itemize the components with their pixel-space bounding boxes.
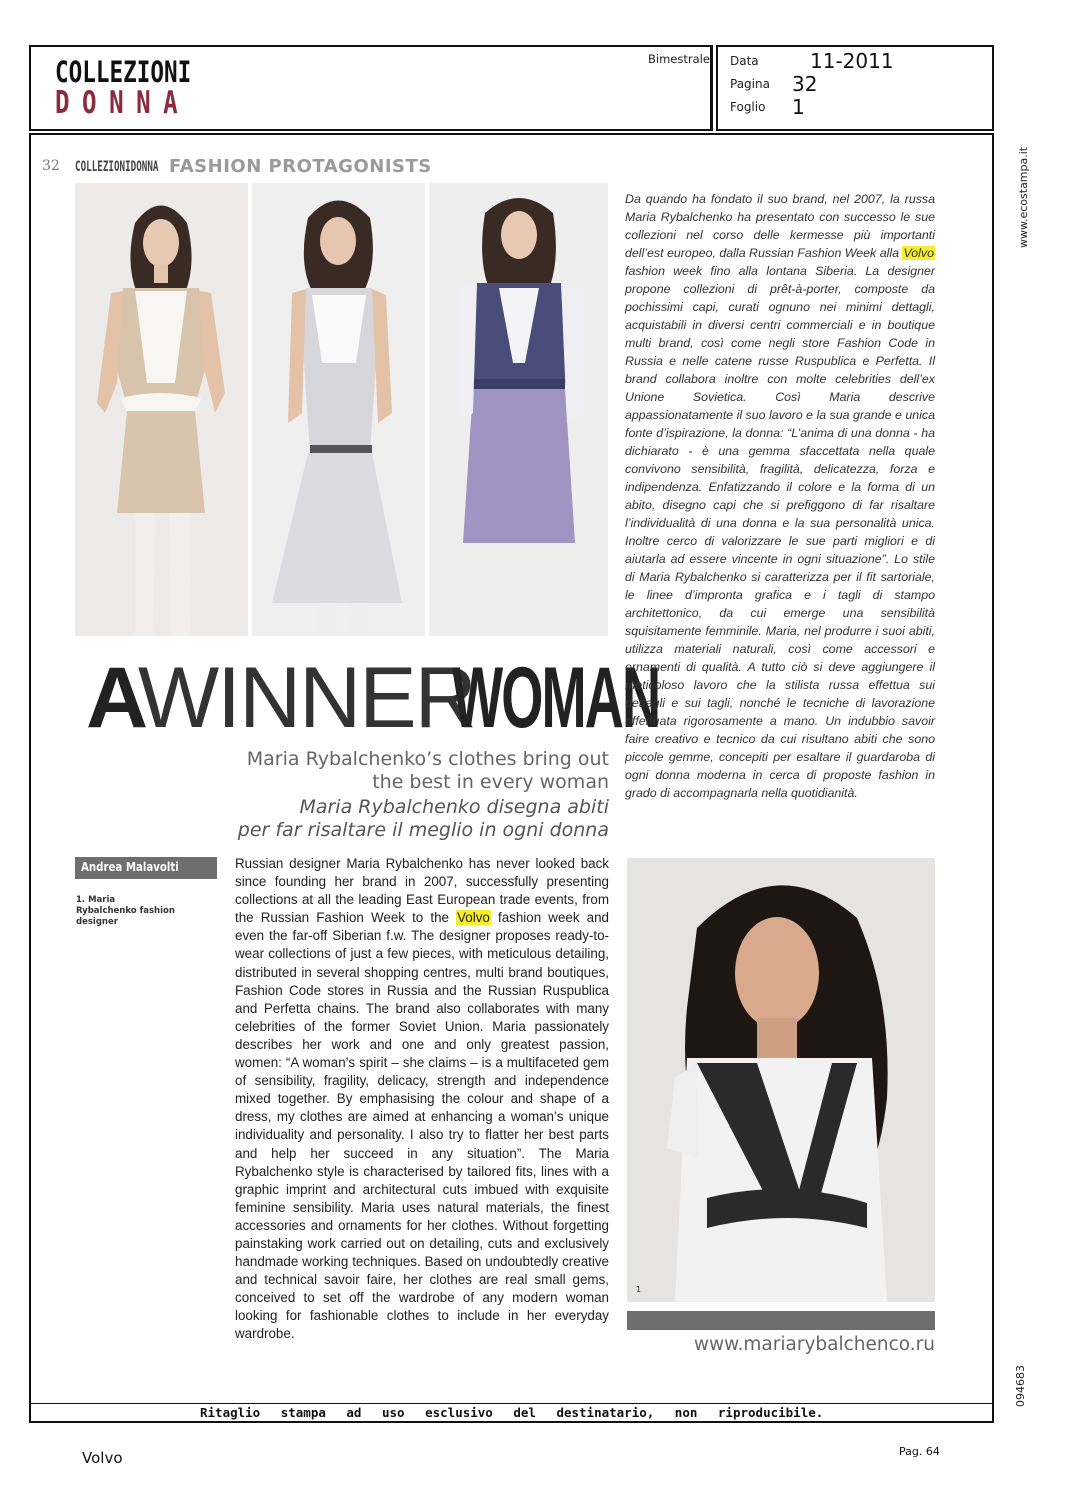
archive-code: 094683 (1014, 1365, 1027, 1407)
pagina-label: Pagina (730, 77, 770, 91)
client-name: Volvo (82, 1449, 123, 1467)
english-text-part2: fashion week and even the far-off Siberian f.w. The designer proposes ready-to-wear collections of just a few pieces, with meticulous detailing, distributed in several shopping centres, multi brand boutiques, Fashion Code stores in Russia and the Russian Ruspublica and Perfetta chains. The brand also collaborates with many celebrities of the former Soviet Union. Maria passionately describes her work and one and only greatest passion, women: “A woman’s spirit – she claims – is a multifaceted gem of sensibility, fragility, delicacy, strength and independence mixed together. By emphasising the colour and shape of a dress, my clothes are aimed at enhancing a woman’s unique individuality and personality. I also try to flatter her best parts and help her succeed in any situation”. The Maria Rybalchenko style is characterised by tailored fits, lines with a graphic imprint and architectural cuts imbued with exquisite feminine sensibility. Maria uses natural materials, the finest accessories and ornaments for her clothes. Without forgetting painstaking work carried out on detailing, cuts and exclusively handmade working techniques. Based on undoubtedly creative and technical savoir faire, her clothes are real small gems, conceived to set off the wardrobe of any modern woman looking for fashionable clothes to include in her everyday wardrobe. (235, 910, 609, 1342)
designer-website[interactable]: www.mariarybalchenco.ru (693, 1334, 935, 1355)
frequency-label: Bimestrale (648, 52, 710, 66)
report-page-number: Pag. 64 (899, 1445, 940, 1458)
italian-highlight-volvo: Volvo (903, 246, 934, 260)
magazine-logo-top: COLLEZIONI (55, 55, 192, 89)
ecostampa-website: www.ecostampa.it (1017, 146, 1030, 248)
italian-text-part1: Da quando ha fondato il suo brand, nel 2007, la russa Maria Rybalchenko ha presentato con successo le sue collezioni nel corso delle kermesse più importanti dell’est europeo, dalla Russian Fashion Week alla (625, 192, 935, 260)
photo-number: 1 (636, 1285, 642, 1294)
magazine-logo-bottom: DONNA (55, 85, 191, 121)
subtitle-en-line1: Maria Rybalchenko’s clothes bring out (246, 748, 609, 770)
data-label: Data (730, 54, 759, 68)
english-article-text (235, 855, 609, 1344)
designer-portrait-photo (627, 858, 935, 1302)
author-name: Andrea Malavolti (81, 860, 179, 874)
headline-a: A (86, 650, 149, 746)
foglio-label: Foglio (730, 100, 766, 114)
data-value: 11-2011 (810, 49, 894, 73)
headline-woman: WOMAN (452, 650, 660, 746)
model-photo-1 (75, 183, 248, 636)
page-number: 32 (42, 158, 60, 174)
english-highlight-volvo: Volvo (457, 910, 490, 926)
photo-caption: 1. Maria Rybalchenko fashion designer (76, 895, 175, 927)
subtitle-it-line1: Maria Rybalchenko disegna abiti (299, 796, 609, 818)
section-title: FASHION PROTAGONISTS (169, 156, 432, 177)
pagina-value: 32 (792, 72, 818, 96)
italian-article-text (625, 190, 935, 802)
english-text-part1: Russian designer Maria Rybalchenko has never looked back since founding her brand in 2007, successfully presenting collections at all the leading East European trade events, from the Russian Fashion Week to the (235, 856, 609, 926)
foglio-value: 1 (792, 95, 805, 119)
model-photo-2 (252, 183, 425, 636)
author-bar (75, 857, 217, 879)
subtitle-en-line2: the best in every woman (372, 771, 609, 793)
reproduction-notice: Ritaglio stampa ad uso esclusivo del destinatario, non riproducibile. (200, 1405, 824, 1420)
portrait-bottom-bar (627, 1311, 935, 1330)
section-magazine-logo: COLLEZIONIDONNA (75, 159, 159, 175)
header-divider (710, 45, 712, 131)
headline-winner: WINNER (138, 650, 475, 746)
model-photo-3 (429, 183, 608, 636)
subtitle-it-line2: per far risaltare il meglio in ogni donna (237, 819, 609, 841)
notice-divider (29, 1403, 994, 1404)
italian-text-part2: fashion week fino alla lontana Siberia. La designer propone collezioni di prêt-à-porter, composte da pochissimi capi, curati ognuno nei minimi dettagli, acquistabili in diversi centri commerciali e in boutique multi brand, così come negli store Fashion Code in Russia e nelle catene russe Ruspublica e Perfetta. Il brand collabora inoltre con molte celebrities dell’ex Unione Sovietica. Così Maria descrive appassionatamente il suo lavoro e la sua grande e unica fonte d’ispirazione, la donna: “L’anima di una donna - ha dichiarato - è una gemma sfaccettata nella quale convivono sensibilità, fragilità, delicatezza, forza e indipendenza. Enfatizzando il colore e la forma di un abito, disegno capi che si prefiggono di far risaltare l’individualità di una donna e la sua personalità unica. Inoltre cerco di valorizzare le sue parti migliori e di aiutarla ad essere vincente in ogni situazione”. Lo stile di Maria Rybalchenko si caratterizza per il fit sartoriale, le linee d’impronta grafica e i tagli di stampo architettonico, da cui emerge una sensibilità squisitamente femminile. Maria, nel produrre i suoi abiti, utilizza materiali naturali, così come accessori e ornamenti di qualità. A tutto ciò si deve aggiungere il meticoloso lavoro che la stilista russa effettua sui dettagli e sui tagli, nonché le tecniche di lavorazione effettuata rigorosamente a mano. Un indubbio savoir faire creativo e tecnico da cui risultano abiti che sono piccole gemme, concepiti per esaltare il guardaroba di ogni donna moderna in cerca di proposte fashion in grado di accompagnarla nella quotidianità. (625, 264, 935, 800)
